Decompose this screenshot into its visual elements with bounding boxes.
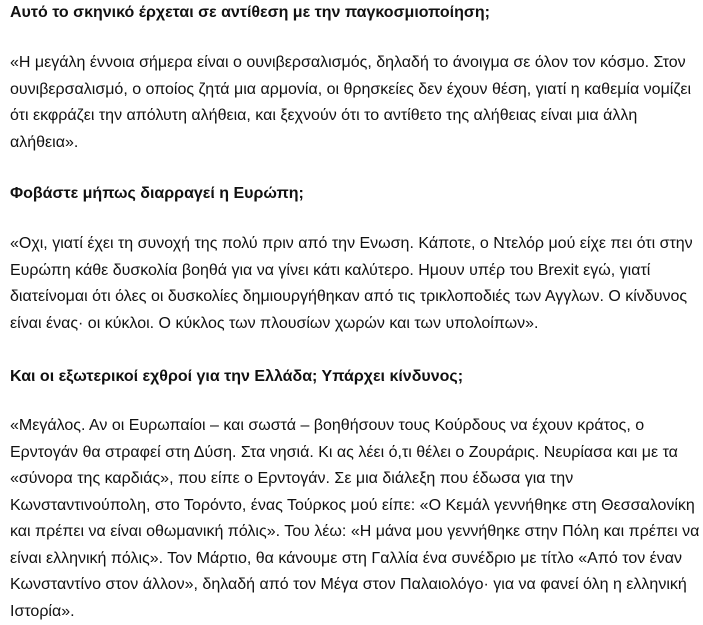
interview-question-3: Και οι εξωτερικοί εχθροί για την Ελλάδα; Υπάρχει κίνδυνος; <box>10 368 464 385</box>
interview-question-2: Φοβάστε μήπως διαρραγεί η Ευρώπη; <box>10 185 304 202</box>
interview-answer-2: «Οχι, γιατί έχει τη συνοχή της πολύ πριν από την Ενωση. Κάποτε, ο Ντελόρ μού είχε πει ότι στην Ευρώπη κάθε δυσκολία βοηθά για να γίνει κάτι καλύτερο. Ημουν υπέρ του Brexit εγώ, γιατί διατείνομαι ότι όλες οι δυσκολίες δημιουργήθηκαν από τις τρικλοποδιές των Αγγλων. Ο κίνδυνος είναι ένας· οι κύκλοι. Ο κύκλος των πλουσίων χωρών και των υπολοίπων». <box>10 235 693 332</box>
interview-answer-1: «Η μεγάλη έννοια σήμερα είναι ο ουνιβερσαλισμός, δηλαδή το άνοιγμα σε όλον τον κόσμο. Στον ουνιβερσαλισμό, ο οποίος ζητά μια αρμονία, οι θρησκείες δεν έχουν θέση, γιατί η καθεμία νομίζει ότι εκφράζει την απόλυτη αλήθεια, και ξεχνούν ότι το αντίθετο της αλήθειας είναι μια άλλη αλήθεια». <box>10 54 692 151</box>
interview-answer-3: «Μεγάλος. Αν οι Ευρωπαίοι – και σωστά – βοηθήσουν τους Κούρδους να έχουν κράτος, ο Ερντογάν θα στραφεί στη Δύση. Στα νησιά. Κι ας λέει ό,τι θέλει ο Ζουράρις. Νευρίασα και με τα «σύνορα της καρδιάς», που είπε ο Ερντογάν. Σε μια διάλεξη που έδωσα για την Κωνσταντινούπολη, στο Τορόντο, ένας Τούρκος μού είπε: «Ο Κεμάλ γεννήθηκε στη Θεσσαλονίκη και πρέπει να είναι οθωμανική πόλις». Του λέω: «Η μάνα μου γεννήθηκε στην Πόλη και πρέπει να είναι ελληνική πόλις». Τον Μάρτιο, θα κάνουμε στη Γαλλία ένα συνέδριο με τίτλο «Από τον έναν Κωνσταντίνο στον άλλον», δηλαδή από τον Μέγα στον Παλαιολόγο· για να φανεί όλη η ελληνική Ιστορία». <box>10 417 700 620</box>
interview-question-1: Αυτό το σκηνικό έρχεται σε αντίθεση με την παγκοσμιοποίηση; <box>10 4 490 21</box>
